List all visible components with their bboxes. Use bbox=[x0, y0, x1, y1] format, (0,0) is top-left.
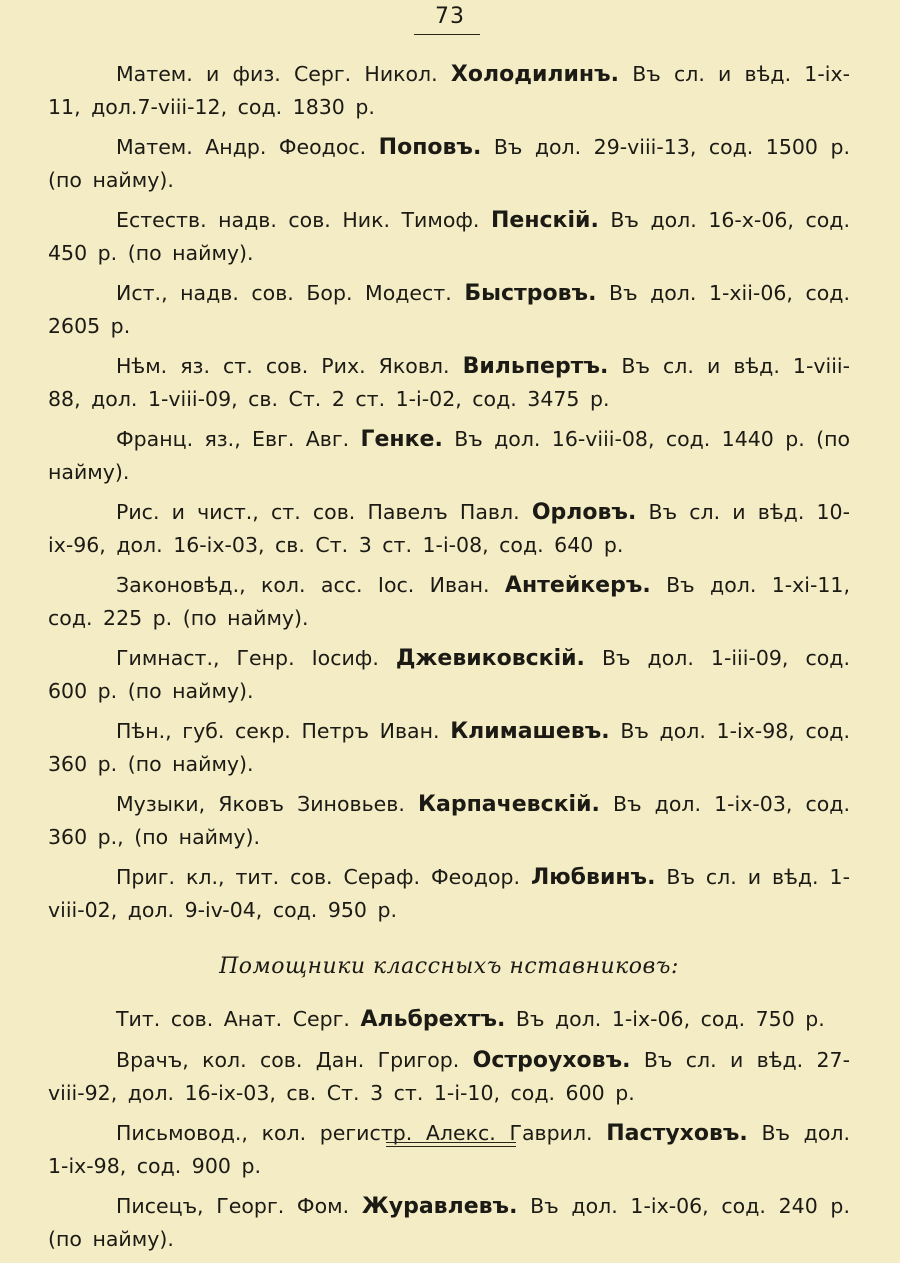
entry-position-and-name: Матем. и физ. Серг. Никол. bbox=[116, 62, 438, 86]
entry-position-and-name: Матем. Андр. Феодос. bbox=[116, 135, 367, 159]
entry-surname: Журавлевъ. bbox=[361, 1194, 518, 1219]
entry-surname: Любвинъ. bbox=[531, 865, 656, 890]
entry-service-details: Въ сл. и вѣд. 1-ix-11, дол.7-viii-12, сод. 1830 р. bbox=[48, 62, 850, 119]
entry-surname: Карпачевскій. bbox=[418, 792, 600, 817]
staff-entry bbox=[48, 715, 850, 780]
entry-service-details: Въ дол. 1-ix-98, сод. 360 р. (по найму). bbox=[48, 719, 850, 776]
entry-position-and-name: Письмовод., кол. регистр. Алекс. Гаврил. bbox=[116, 1121, 593, 1145]
entry-position-and-name: Рис. и чист., ст. сов. Павелъ Павл. bbox=[116, 500, 520, 524]
entry-position-and-name: Писецъ, Георг. Фом. bbox=[116, 1194, 350, 1218]
page-number-rule bbox=[414, 34, 480, 35]
entry-surname: Холодилинъ. bbox=[450, 62, 619, 87]
entry-surname: Пастуховъ. bbox=[606, 1121, 748, 1146]
staff-entry bbox=[48, 569, 850, 634]
entry-position-and-name: Нѣм. яз. ст. сов. Рих. Яковл. bbox=[116, 354, 450, 378]
page-number: 73 bbox=[435, 4, 465, 29]
entry-surname: Остроуховъ. bbox=[472, 1048, 631, 1073]
entry-surname: Альбрехтъ. bbox=[360, 1007, 506, 1032]
staff-entry bbox=[48, 1190, 850, 1255]
entry-surname: Джевиковскій. bbox=[395, 646, 585, 671]
entry-surname: Антейкеръ. bbox=[504, 573, 651, 598]
entry-surname: Быстровъ. bbox=[464, 281, 597, 306]
entry-position-and-name: Пѣн., губ. секр. Петръ Иван. bbox=[116, 719, 440, 743]
staff-entry bbox=[48, 58, 850, 123]
staff-entry bbox=[48, 204, 850, 269]
entry-service-details: Въ дол. 1-iii-09, сод. 600 р. (по найму). bbox=[48, 646, 850, 703]
staff-entry bbox=[48, 423, 850, 488]
entry-surname: Генке. bbox=[360, 427, 443, 452]
staff-entry bbox=[48, 496, 850, 561]
entry-position-and-name: Гимнаст., Генр. Іосиф. bbox=[116, 646, 379, 670]
entry-service-details: Въ дол. 1-ix-03, сод. 360 р., (по найму). bbox=[48, 792, 850, 849]
end-double-rule bbox=[386, 1142, 516, 1147]
entry-position-and-name: Франц. яз., Евг. Авг. bbox=[116, 427, 350, 451]
entry-service-details: Въ сл. и вѣд. 1-viii-88, дол. 1-viii-09, св. Ст. 2 ст. 1-i-02, сод. 3475 р. bbox=[48, 354, 850, 411]
entry-surname: Климашевъ. bbox=[450, 719, 610, 744]
entry-surname: Поповъ. bbox=[378, 135, 482, 160]
entry-surname: Пенскій. bbox=[490, 208, 599, 233]
entry-service-details: Въ сл. и вѣд. 1-viii-02, дол. 9-iv-04, сод. 950 р. bbox=[48, 865, 850, 922]
entry-position-and-name: Естеств. надв. сов. Ник. Тимоф. bbox=[116, 208, 480, 232]
entry-service-details: Въ дол. 1-ix-06, сод. 240 р. (по найму). bbox=[48, 1194, 850, 1251]
entry-service-details: Въ дол. 1-ix-98, сод. 900 р. bbox=[48, 1121, 850, 1178]
entry-service-details: Въ сл. и вѣд. 27-viii-92, дол. 16-ix-03, св. Ст. 3 ст. 1-i-10, сод. 600 р. bbox=[48, 1048, 851, 1105]
section-heading: Помощники классныхъ нставниковъ: bbox=[219, 954, 679, 979]
entry-service-details: Въ сл. и вѣд. 10-ix-96, дол. 16-ix-03, св. Ст. 3 ст. 1-i-08, сод. 640 р. bbox=[48, 500, 850, 557]
staff-entry bbox=[48, 131, 850, 196]
entry-service-details: Въ дол. 29-viii-13, сод. 1500 р. (по найму). bbox=[48, 135, 850, 192]
entry-position-and-name: Врачъ, кол. сов. Дан. Григор. bbox=[116, 1048, 460, 1072]
assistant-staff-list bbox=[48, 1003, 850, 1255]
entry-position-and-name: Тит. сов. Анат. Серг. bbox=[116, 1007, 350, 1031]
entry-service-details: Въ дол. 16-viii-08, сод. 1440 р. (по найму). bbox=[48, 427, 851, 484]
entry-service-details: Въ дол. 1-xii-06, сод. 2605 р. bbox=[48, 281, 850, 338]
page-content bbox=[48, 58, 850, 1263]
staff-entry bbox=[48, 350, 850, 415]
staff-list bbox=[48, 58, 850, 926]
staff-entry bbox=[48, 861, 850, 926]
staff-entry bbox=[48, 1117, 850, 1182]
entry-position-and-name: Ист., надв. сов. Бор. Модест. bbox=[116, 281, 452, 305]
entry-surname: Вильпертъ. bbox=[462, 354, 609, 379]
staff-entry bbox=[48, 1003, 850, 1036]
staff-entry bbox=[48, 1044, 850, 1109]
staff-entry bbox=[48, 277, 850, 342]
entry-surname: Орловъ. bbox=[531, 500, 637, 525]
entry-service-details: Въ дол. 1-ix-06, сод. 750 р. bbox=[515, 1007, 825, 1031]
entry-service-details: Въ дол. 16-x-06, сод. 450 р. (по найму). bbox=[48, 208, 850, 265]
entry-position-and-name: Законовѣд., кол. асс. Іос. Иван. bbox=[116, 573, 490, 597]
entry-service-details: Въ дол. 1-xi-11, сод. 225 р. (по найму). bbox=[48, 573, 850, 630]
entry-position-and-name: Приг. кл., тит. сов. Сераф. Феодор. bbox=[116, 865, 521, 889]
staff-entry bbox=[48, 642, 850, 707]
entry-position-and-name: Музыки, Яковъ Зиновьев. bbox=[116, 792, 405, 816]
staff-entry bbox=[48, 788, 850, 853]
